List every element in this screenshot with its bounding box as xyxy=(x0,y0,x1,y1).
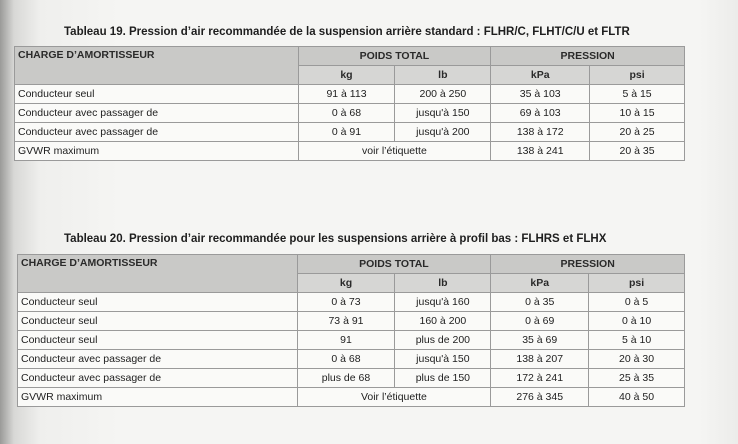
cell-kg: plus de 68 xyxy=(297,369,395,388)
table-row xyxy=(18,312,685,331)
cell-psi: 40 à 50 xyxy=(589,388,685,407)
cell-psi: 20 à 35 xyxy=(590,142,685,161)
cell-charge: Conducteur seul xyxy=(18,312,298,331)
cell-charge: GVWR maximum xyxy=(15,142,299,161)
cell-kg: 91 à 113 xyxy=(298,85,395,104)
cell-lb: jusqu'à 150 xyxy=(395,104,491,123)
header-charge: CHARGE D’AMORTISSEUR xyxy=(18,255,298,293)
table19-header-row xyxy=(15,47,685,66)
cell-kpa: 138 à 172 xyxy=(491,123,590,142)
cell-kpa: 0 à 35 xyxy=(491,293,589,312)
table-row xyxy=(18,293,685,312)
cell-kpa: 69 à 103 xyxy=(491,104,590,123)
cell-charge: Conducteur seul xyxy=(18,331,298,350)
cell-psi: 20 à 25 xyxy=(590,123,685,142)
header-pression: PRESSION xyxy=(491,255,685,274)
table-row xyxy=(18,369,685,388)
cell-psi: 5 à 15 xyxy=(590,85,685,104)
cell-lb: 200 à 250 xyxy=(395,85,491,104)
cell-charge: Conducteur avec passager de xyxy=(18,350,298,369)
cell-kpa: 35 à 69 xyxy=(491,331,589,350)
cell-kg: 91 xyxy=(297,331,395,350)
cell-psi: 25 à 35 xyxy=(589,369,685,388)
table19 xyxy=(14,46,685,161)
cell-poids: Voir l’étiquette xyxy=(297,388,491,407)
cell-kpa: 138 à 207 xyxy=(491,350,589,369)
cell-kpa: 172 à 241 xyxy=(491,369,589,388)
cell-kpa: 35 à 103 xyxy=(491,85,590,104)
header-poids-total: POIDS TOTAL xyxy=(298,47,491,66)
table-row xyxy=(18,331,685,350)
cell-psi: 0 à 5 xyxy=(589,293,685,312)
table20-header-row xyxy=(18,255,685,274)
cell-poids: voir l’étiquette xyxy=(298,142,491,161)
header-charge: CHARGE D’AMORTISSEUR xyxy=(15,47,299,85)
cell-lb: 160 à 200 xyxy=(395,312,491,331)
table20 xyxy=(17,254,685,407)
cell-charge: Conducteur avec passager de xyxy=(15,123,299,142)
table-row xyxy=(15,123,685,142)
header-psi: psi xyxy=(590,66,685,85)
cell-kg: 0 à 68 xyxy=(298,104,395,123)
cell-kg: 0 à 73 xyxy=(297,293,395,312)
cell-lb: jusqu'à 150 xyxy=(395,350,491,369)
cell-kpa: 0 à 69 xyxy=(491,312,589,331)
cell-charge: Conducteur seul xyxy=(18,293,298,312)
cell-kpa: 276 à 345 xyxy=(491,388,589,407)
cell-kg: 0 à 91 xyxy=(298,123,395,142)
cell-charge: Conducteur avec passager de xyxy=(18,369,298,388)
cell-charge: GVWR maximum xyxy=(18,388,298,407)
table19-caption: Tableau 19. Pression d’air recommandée de la suspension arrière standard : FLHR/C, FLHT/C/U et FLTR xyxy=(64,26,630,38)
header-psi: psi xyxy=(589,274,685,293)
cell-psi: 0 à 10 xyxy=(589,312,685,331)
header-lb: lb xyxy=(395,274,491,293)
header-kpa: kPa xyxy=(491,274,589,293)
header-pression: PRESSION xyxy=(491,47,685,66)
header-kg: kg xyxy=(297,274,395,293)
cell-lb: jusqu'à 200 xyxy=(395,123,491,142)
cell-charge: Conducteur avec passager de xyxy=(15,104,299,123)
header-poids-total: POIDS TOTAL xyxy=(297,255,491,274)
header-kg: kg xyxy=(298,66,395,85)
table-row xyxy=(18,350,685,369)
cell-lb: plus de 200 xyxy=(395,331,491,350)
cell-charge: Conducteur seul xyxy=(15,85,299,104)
table20-caption: Tableau 20. Pression d’air recommandée pour les suspensions arrière à profil bas : FLHRS et FLHX xyxy=(64,233,607,245)
cell-lb: plus de 150 xyxy=(395,369,491,388)
table-row-gvwr xyxy=(18,388,685,407)
table-row-gvwr xyxy=(15,142,685,161)
header-kpa: kPa xyxy=(491,66,590,85)
cell-lb: jusqu'à 160 xyxy=(395,293,491,312)
header-lb: lb xyxy=(395,66,491,85)
cell-psi: 5 à 10 xyxy=(589,331,685,350)
table-row xyxy=(15,104,685,123)
cell-psi: 20 à 30 xyxy=(589,350,685,369)
cell-kg: 0 à 68 xyxy=(297,350,395,369)
cell-psi: 10 à 15 xyxy=(590,104,685,123)
cell-kpa: 138 à 241 xyxy=(491,142,590,161)
table-row xyxy=(15,85,685,104)
cell-kg: 73 à 91 xyxy=(297,312,395,331)
